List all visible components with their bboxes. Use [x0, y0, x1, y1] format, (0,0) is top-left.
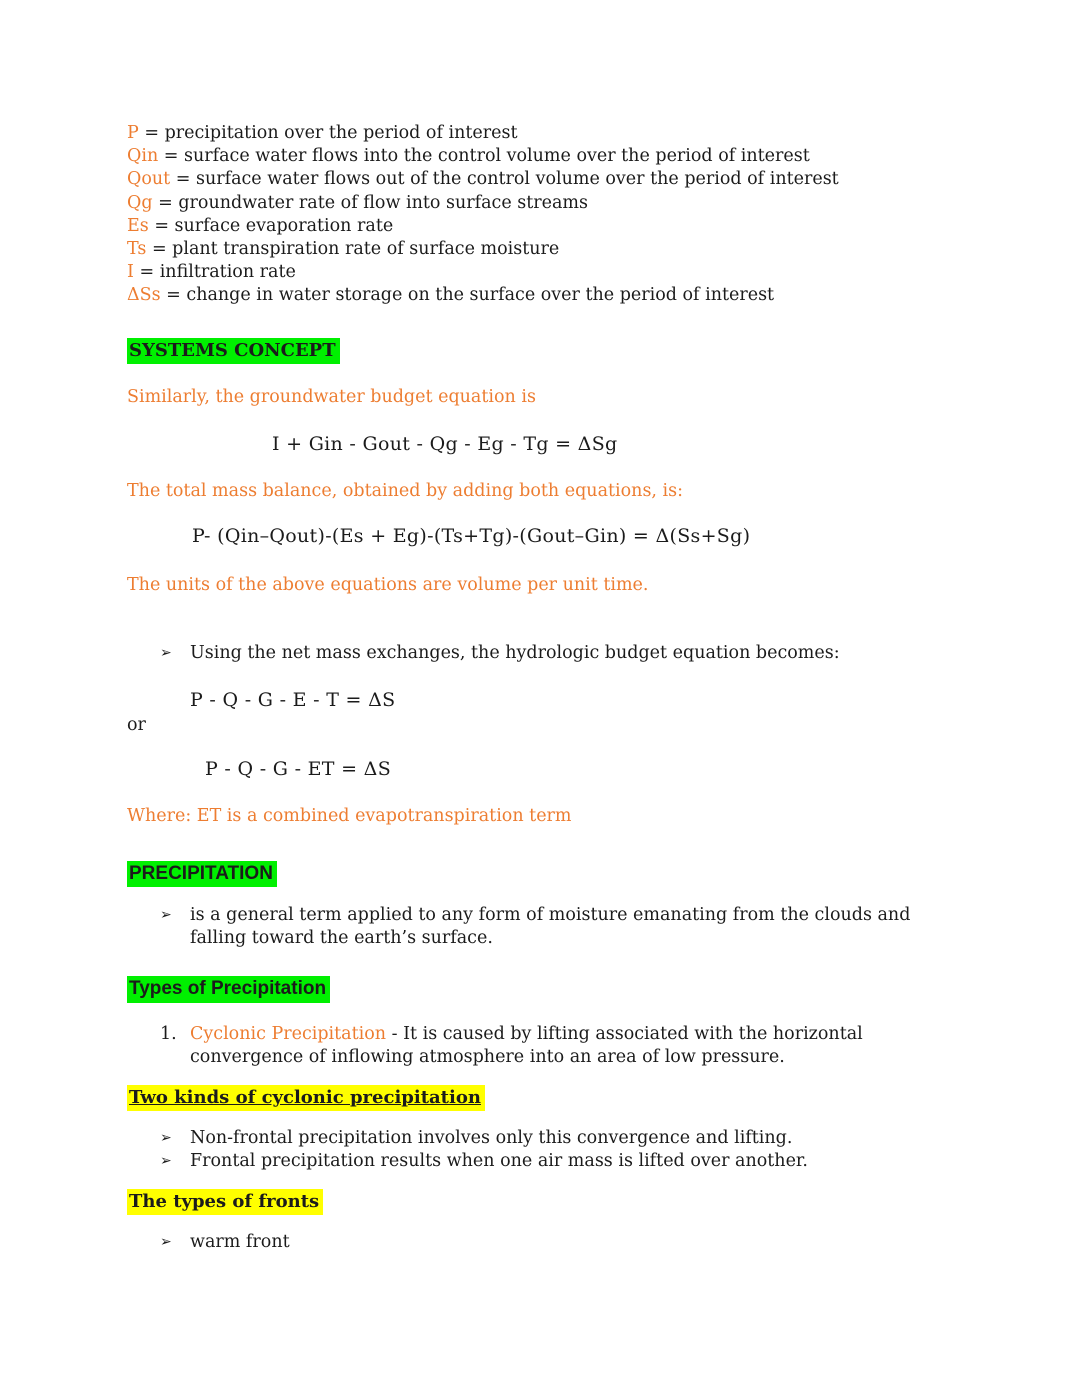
bullet-text: warm front — [190, 1231, 290, 1252]
section-precipitation — [127, 861, 953, 887]
variable-description: = groundwater rate of flow into surface streams — [152, 192, 588, 213]
groundwater-intro-text: Similarly, the groundwater budget equation is — [127, 386, 536, 407]
variable-description: = surface water flows into the control volume over the period of interest — [158, 146, 810, 167]
definition-line — [127, 284, 953, 307]
bullet-net-mass-exchanges — [127, 642, 953, 665]
arrow-bullet-icon: ➢ — [160, 1153, 172, 1170]
arrow-bullet-icon: ➢ — [160, 644, 172, 661]
heading-precipitation: PRECIPITATION — [127, 861, 277, 887]
variable-term: P — [127, 123, 139, 143]
heading-types-of-fronts: The types of fronts — [127, 1189, 323, 1215]
bullet-text: is a general term applied to any form of moisture emanating from the clouds and falling toward the earth’s surface. — [190, 905, 911, 949]
equation-net-budget-1: P - Q - G - E - T = ΔS — [190, 689, 396, 712]
definition-line — [127, 122, 953, 145]
equation-groundwater-budget: I + Gin - Gout - Qg - Eg - Tg = ΔSg — [272, 433, 618, 456]
definition-line — [127, 192, 953, 215]
definition-line — [127, 145, 953, 168]
variable-description: = plant transpiration rate of surface moisture — [146, 239, 560, 260]
variable-term: Qin — [127, 146, 159, 167]
variable-term: Qout — [127, 169, 171, 190]
cyclonic-kinds-list — [127, 1127, 953, 1173]
variable-term: Es — [127, 215, 149, 236]
definition-line — [127, 168, 953, 191]
list-number: 1. — [160, 1023, 177, 1044]
definition-line — [127, 238, 953, 261]
variable-term: ΔSs — [127, 285, 161, 306]
variable-description: = infiltration rate — [133, 262, 296, 283]
definition-line — [127, 215, 953, 238]
cyclonic-precipitation-description: - It is caused by lifting associated with the horizontal convergence of inflowing atmosphere into an area of low pressure. — [190, 1023, 863, 1067]
section-systems-concept — [127, 338, 953, 364]
definition-line — [127, 261, 953, 284]
bullet-text: Frontal precipitation results when one air mass is lifted over another. — [190, 1151, 808, 1172]
bullet-precipitation-definition — [127, 904, 953, 950]
equation-total-mass-balance: P- (Qin–Qout)-(Es + Eg)-(Ts+Tg)-(Gout–Gin) = Δ(Ss+Sg) — [192, 525, 751, 548]
numbered-item-cyclonic — [127, 1023, 953, 1069]
section-types-of-precipitation — [127, 976, 953, 1002]
or-label: or — [127, 715, 146, 736]
arrow-bullet-icon: ➢ — [160, 907, 172, 924]
units-note-text: The units of the above equations are volume per unit time. — [127, 574, 649, 595]
equation-net-budget-2: P - Q - G - ET = ΔS — [205, 758, 392, 781]
arrow-bullet-icon: ➢ — [160, 1233, 172, 1250]
variable-definitions — [127, 122, 953, 308]
variable-description: = precipitation over the period of interest — [138, 123, 518, 143]
heading-two-kinds-cyclonic: Two kinds of cyclonic precipitation — [127, 1085, 485, 1111]
heading-types-of-precipitation: Types of Precipitation — [127, 976, 330, 1002]
list-item-text — [190, 1023, 890, 1069]
bullet-text: Non-frontal precipitation involves only this convergence and lifting. — [190, 1128, 793, 1149]
section-types-of-fronts — [127, 1189, 953, 1215]
variable-term: Ts — [127, 239, 147, 260]
variable-term: I — [127, 262, 134, 283]
bullet-text: Using the net mass exchanges, the hydrologic budget equation becomes: — [190, 642, 840, 663]
variable-description: = change in water storage on the surface over the period of interest — [160, 285, 775, 306]
variable-description: = surface evaporation rate — [148, 215, 394, 236]
heading-systems-concept: SYSTEMS CONCEPT — [127, 338, 340, 364]
arrow-bullet-icon: ➢ — [160, 1130, 172, 1147]
section-two-kinds — [127, 1085, 953, 1111]
cyclonic-precipitation-term: Cyclonic Precipitation — [190, 1023, 387, 1044]
bullet-nonfrontal — [127, 1127, 953, 1150]
bullet-warm-front — [127, 1231, 953, 1254]
mass-balance-intro-text: The total mass balance, obtained by adding both equations, is: — [127, 481, 684, 502]
variable-term: Qg — [127, 192, 153, 213]
variable-description: = surface water flows out of the control volume over the period of interest — [170, 169, 839, 190]
bullet-frontal — [127, 1150, 953, 1173]
where-note-text: Where: ET is a combined evapotranspiration term — [127, 805, 572, 826]
